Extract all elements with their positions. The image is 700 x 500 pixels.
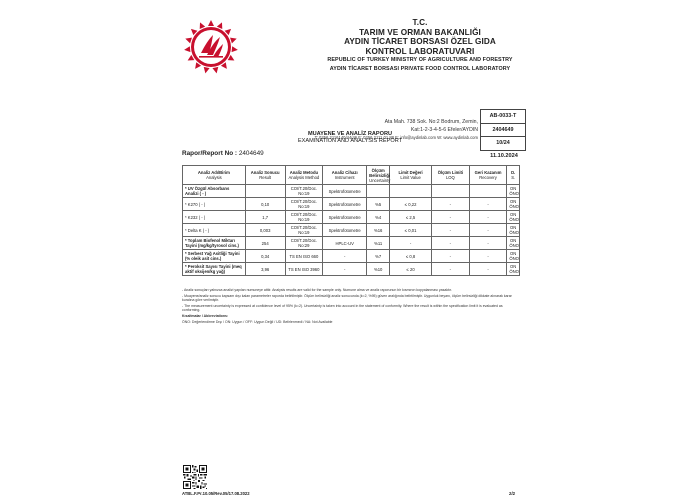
cell-result <box>245 185 285 198</box>
cell-method: TS EN ISO 3960 <box>285 263 323 276</box>
table-row <box>183 211 520 224</box>
cell-status: ON ÖNO <box>507 198 520 211</box>
cell-result: 0,10 <box>245 198 285 211</box>
cell-status: ON ÖNO <box>507 250 520 263</box>
cell-method: COI/T.20/Doc. No:29 <box>285 237 323 250</box>
cell-uncertainty: %11 <box>367 237 390 250</box>
cell-analysis: * Serbest Yağ Asitliği Tayini (% oleik asit cins.) <box>183 250 246 263</box>
column-header: Analiz Sonucu Result <box>245 166 285 185</box>
cell-loq: - <box>432 224 470 237</box>
table-row <box>183 224 520 237</box>
cell-limit: ≤ 0,01 <box>390 224 432 237</box>
note-item: Kısaltmalar / Abbreviations: <box>182 313 229 318</box>
cell-method: COI/T.20/Doc. No:19 <box>285 211 323 224</box>
column-header: Geri Kazanım Recovery <box>469 166 507 185</box>
header-line-lab2: KONTROL LABORATUVARI <box>365 46 475 56</box>
column-header: Ölçüm Belirsizliği Uncertainty <box>367 166 390 185</box>
address-line-1: Ata Mah. 738 Sok. No:2 Bodrum, Zemin, <box>384 119 478 125</box>
cell-recovery: - <box>469 211 507 224</box>
cell-limit: ≤ 2,5 <box>390 211 432 224</box>
table-row <box>183 198 520 211</box>
cell-status: ON ÖNO <box>507 211 520 224</box>
address-line-2: Kat:1-2-3-4-5-6 Efeler/AYDIN <box>410 127 478 134</box>
cell-result: 0,003 <box>245 224 285 237</box>
cell-instrument: - <box>323 250 367 263</box>
form-code: ATBL.F.Pr.10.05/Rev.05/17.08.2022 <box>182 491 250 496</box>
report-number-value: 2404649 <box>238 150 264 157</box>
cell-limit: ≤ 0,8 <box>390 250 432 263</box>
cell-status: ON ÖNO <box>507 224 520 237</box>
cell-analysis: * K270 ( - ) <box>183 198 246 211</box>
contact-line: T: 0256 2116140/44/46 F: 0256 2111 01 88 E: info@aydinlab.com W: www.aydinlab.com <box>314 135 478 141</box>
column-header: Ölçüm Limiti LOQ <box>432 166 470 185</box>
cell-analysis: * Delta K ( - ) <box>183 224 246 237</box>
cell-limit: ≤ 20 <box>390 263 432 276</box>
header-line-ministry-en: REPUBLIC OF TURKEY MINISTRY OF AGRICULTURE AND FORESTRY <box>327 57 513 63</box>
report-number-label: Rapor/Report No : <box>182 150 238 157</box>
document-code-box <box>480 109 526 151</box>
cell-limit <box>390 185 432 198</box>
table-row <box>183 263 520 276</box>
header-line-tc: T.C. <box>412 18 428 27</box>
cell-analysis: * Toplam Biofenol Miktarı Tayini (mg/kg/tyrosol cins.) <box>183 237 246 250</box>
table-row <box>183 237 520 250</box>
cell-loq: - <box>432 237 470 250</box>
cell-method: COI/T.20/Doc. No:19 <box>285 198 323 211</box>
lab-header <box>250 18 590 73</box>
cell-uncertainty: %16 <box>367 224 390 237</box>
document-code: AB-0033-T <box>481 110 525 124</box>
note-item: - Analiz sonuçları yalnızca analizi yapılan numuneye aittir. Analysis results are valid for the sample only. Numune alma ve analiz raporunun bir kısmının kopyalanması yasaktır. <box>182 288 452 292</box>
cell-instrument: Spektrofotometre <box>323 211 367 224</box>
report-number-line <box>182 150 264 157</box>
table-row <box>183 250 520 263</box>
cell-analysis: * UV Özgül Absorbans Analizi ( - ) <box>183 185 246 198</box>
cell-result: 254 <box>245 237 285 250</box>
report-notes <box>182 288 520 325</box>
cell-loq: - <box>432 198 470 211</box>
cell-recovery: - <box>469 250 507 263</box>
cell-recovery: - <box>469 224 507 237</box>
page-number: 2/2 <box>509 491 516 496</box>
column-header: D. S. <box>507 166 520 185</box>
column-header: Limit Değeri Limit Value <box>390 166 432 185</box>
note-item: ÖNO: Değerlendirme Dışı / ON: Uygun / OFF: Uygun Değil / UD: Belirlenmedi / NA: Not Available <box>182 319 333 324</box>
cell-result: 0,34 <box>245 250 285 263</box>
header-line-lab-en: AYDIN TİCARET BORSASI PRIVATE FOOD CONTROL LABORATORY <box>329 65 511 72</box>
document-report-number: 2404649 <box>481 124 525 138</box>
cell-analysis: * K232 ( - ) <box>183 211 246 224</box>
table-row <box>183 185 520 198</box>
cell-instrument: - <box>323 263 367 276</box>
column-header: Analiz Metodu Analysis Method <box>285 166 323 185</box>
table-header-row <box>183 166 520 185</box>
cell-status: ON ÖNO <box>507 263 520 276</box>
cell-recovery: - <box>469 198 507 211</box>
cell-method: COI/T.20/Doc. No:19 <box>285 224 323 237</box>
column-header: Analiz Cihazı Instrument <box>323 166 367 185</box>
cell-result: 3,96 <box>245 263 285 276</box>
header-line-lab: AYDIN TİCARET BORSASI ÖZEL GIDA <box>344 37 496 46</box>
cell-instrument: HPLC-UV <box>323 237 367 250</box>
cell-instrument: Spektrofotometre <box>323 224 367 237</box>
cell-uncertainty <box>367 185 390 198</box>
cell-limit: ≤ 0,22 <box>390 198 432 211</box>
report-title <box>250 131 450 146</box>
cell-instrument: Spektrofotometre <box>323 185 367 198</box>
cell-limit: - <box>390 237 432 250</box>
cell-result: 1,7 <box>245 211 285 224</box>
results-table <box>182 165 520 276</box>
note-item: - The measurement uncertainty is expressed at confidence level of 95% (k=2). Uncertainty is taken into account in the statement of conformity. Where the result is within the specification limit it is evaluated as conforming. <box>182 303 503 313</box>
cell-recovery: - <box>469 263 507 276</box>
header-line-ministry: TARIM VE ORMAN BAKANLIĞI <box>359 27 481 37</box>
cell-method: COI/T.20/Doc. No:19 <box>285 185 323 198</box>
cell-loq: - <box>432 211 470 224</box>
cell-instrument: Spektrofotometre <box>323 198 367 211</box>
cell-recovery <box>469 185 507 198</box>
cell-analysis: * Peroksit Sayısı Tayini (meq aktif oksijen/kg yağ) <box>183 263 246 276</box>
cell-status: ON ÖNO <box>507 185 520 198</box>
note-item: - Muayene/analiz sonucu kapsam dışı kalan parametreler raporda belirtilmiştir. Ölçüm belirsizliği analiz sonucunda (k=2, %95) güven aralığında belirtilmiştir. Uygunluk beyanı, ölçüm belirsizliği dikkate alınarak karar kuralına göre verilmiştir. <box>182 293 512 303</box>
cell-uncertainty: %7 <box>367 250 390 263</box>
cell-loq: - <box>432 263 470 276</box>
cell-recovery: - <box>469 237 507 250</box>
cell-method: TS EN ISO 660 <box>285 250 323 263</box>
cell-uncertainty: %10 <box>367 263 390 276</box>
cell-loq: - <box>432 250 470 263</box>
cell-uncertainty: %4 <box>367 211 390 224</box>
cell-loq <box>432 185 470 198</box>
column-header: Analiz Adı/Birim Analysis <box>183 166 246 185</box>
report-title-tr: MUAYENE VE ANALİZ RAPORU <box>307 131 393 137</box>
qr-code-icon <box>183 465 207 489</box>
cell-uncertainty: %5 <box>367 198 390 211</box>
document-revision: 10/24 <box>496 140 510 146</box>
report-title-en: EXAMINATION AND ANALYSIS REPORT <box>297 138 403 145</box>
cell-status: ON ÖNO <box>507 237 520 250</box>
report-date: 11.10.2024 <box>490 153 518 159</box>
ministry-emblem-icon <box>176 18 246 76</box>
